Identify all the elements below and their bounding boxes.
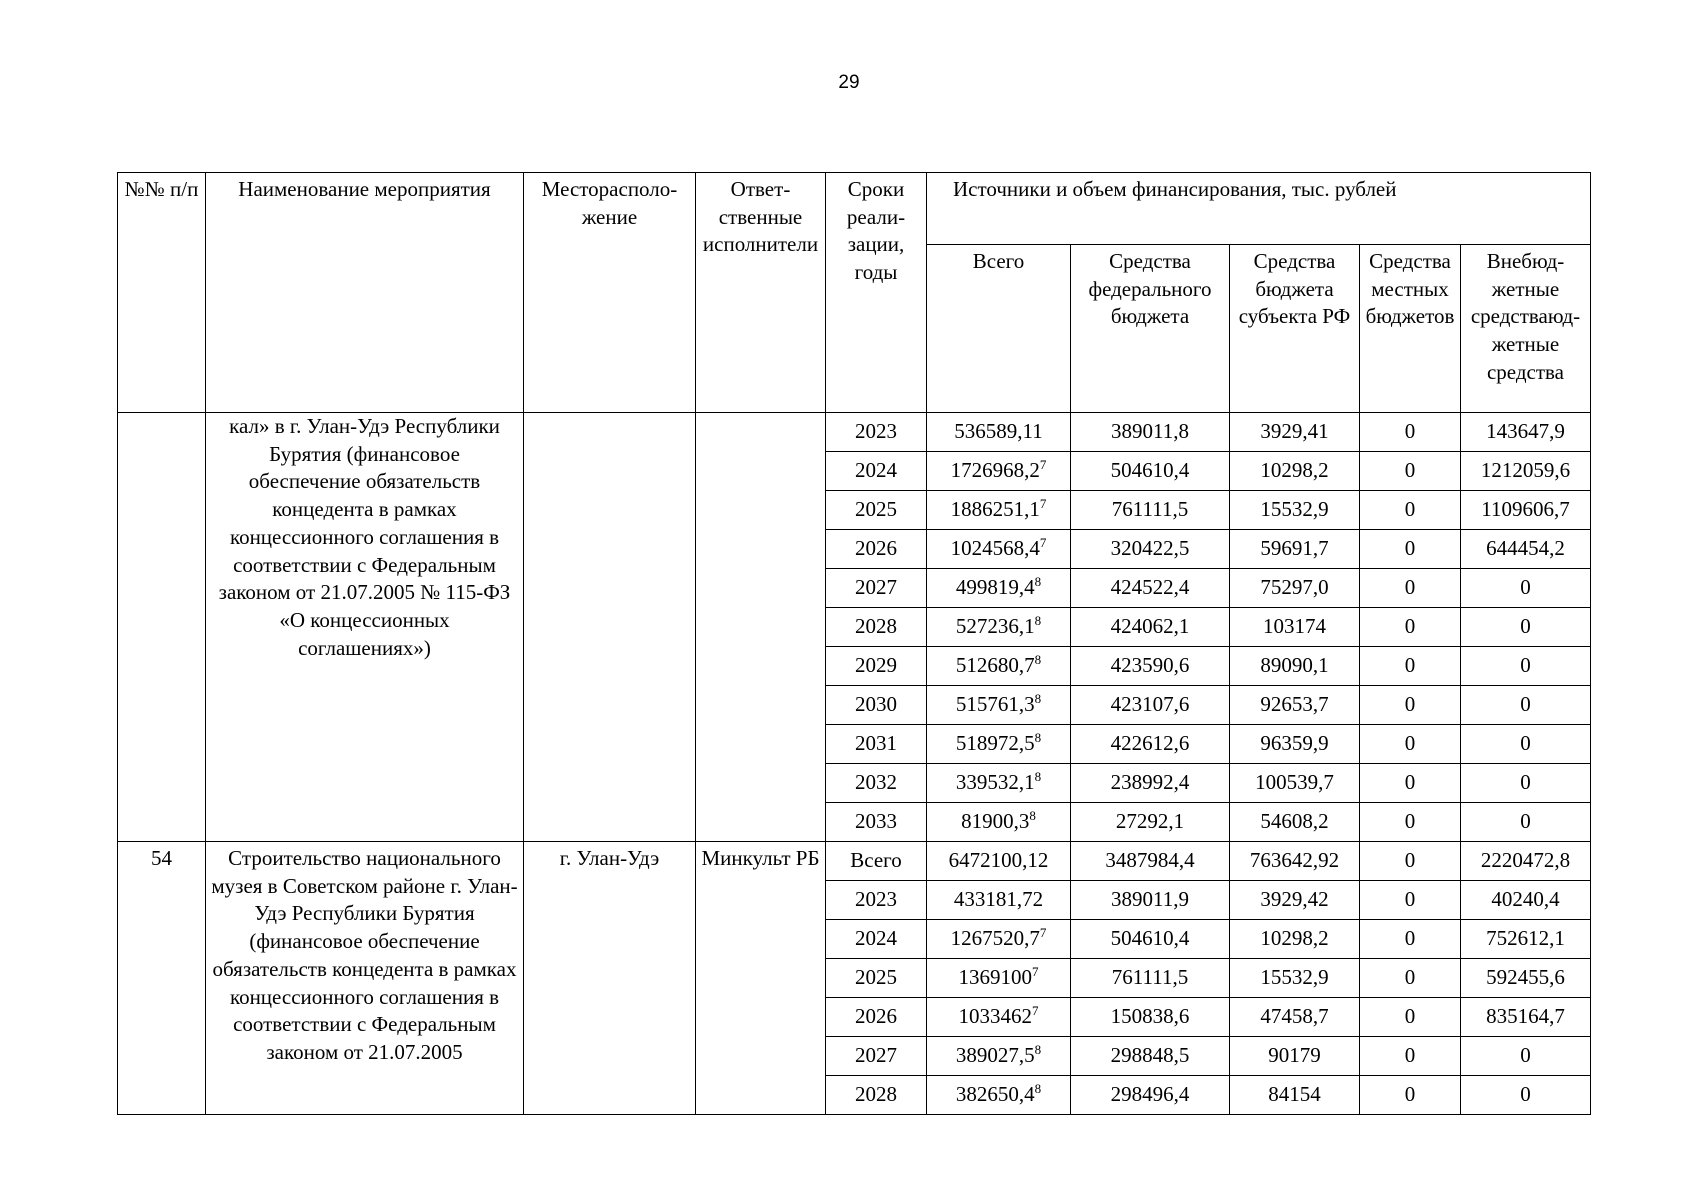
subject-cell: 100539,7: [1230, 764, 1360, 803]
activity-name-cell: [206, 842, 524, 1115]
federal-cell: 389011,8: [1071, 413, 1230, 452]
footnote-mark: 7: [1039, 535, 1047, 551]
local-cell: 0: [1360, 998, 1461, 1037]
total-value: 1886251,1: [950, 497, 1040, 522]
total-cell: [927, 686, 1071, 725]
year-cell: 2023: [826, 413, 927, 452]
extra-cell: 835164,7: [1461, 998, 1591, 1037]
federal-cell: 424062,1: [1071, 608, 1230, 647]
total-value: 527236,1: [955, 614, 1035, 639]
subject-cell: 54608,2: [1230, 803, 1360, 842]
year-cell: 2024: [826, 920, 927, 959]
header-total: Всего: [927, 245, 1071, 413]
header-executors: Ответственные исполнители: [696, 173, 826, 413]
federal-cell: 504610,4: [1071, 452, 1230, 491]
header-name: Наименование мероприятия: [206, 173, 524, 413]
total-value: 1267520,7: [950, 926, 1040, 951]
subject-cell: 96359,9: [1230, 725, 1360, 764]
page-number: 29: [838, 72, 860, 93]
total-cell: [927, 1076, 1071, 1115]
local-cell: 0: [1360, 413, 1461, 452]
federal-cell: 761111,5: [1071, 959, 1230, 998]
extra-cell: 644454,2: [1461, 530, 1591, 569]
federal-cell: 238992,4: [1071, 764, 1230, 803]
total-cell: [927, 764, 1071, 803]
extra-cell: 0: [1461, 608, 1591, 647]
local-cell: 0: [1360, 842, 1461, 881]
location-cell: г. Улан-Удэ: [524, 842, 696, 1115]
footnote-mark: 7: [1039, 496, 1047, 512]
total-cell: [927, 725, 1071, 764]
total-cell: [927, 842, 1071, 881]
year-cell: 2023: [826, 881, 927, 920]
total-value: 518972,5: [955, 731, 1035, 756]
subject-cell: 59691,7: [1230, 530, 1360, 569]
subject-cell: 15532,9: [1230, 959, 1360, 998]
year-cell: 2025: [826, 491, 927, 530]
subject-cell: 10298,2: [1230, 920, 1360, 959]
federal-cell: 504610,4: [1071, 920, 1230, 959]
location-cell: [524, 413, 696, 842]
year-cell: 2029: [826, 647, 927, 686]
subject-cell: 763642,92: [1230, 842, 1360, 881]
year-cell: 2028: [826, 1076, 927, 1115]
extra-cell: 0: [1461, 686, 1591, 725]
subject-cell: 84154: [1230, 1076, 1360, 1115]
total-cell: [927, 491, 1071, 530]
total-value: 512680,7: [955, 653, 1035, 678]
total-value: 6472100,12: [948, 848, 1049, 873]
total-cell: [927, 1037, 1071, 1076]
header-location: Месторасположение: [524, 173, 696, 413]
year-cell: 2032: [826, 764, 927, 803]
footnote-mark: 8: [1034, 613, 1042, 629]
total-value: 433181,72: [953, 887, 1044, 912]
header-sources: Источники и объем финансирования, тыс. рублей: [927, 173, 1591, 245]
local-cell: 0: [1360, 1076, 1461, 1115]
total-value: 81900,3: [961, 809, 1030, 834]
subject-cell: 92653,7: [1230, 686, 1360, 725]
subject-cell: 89090,1: [1230, 647, 1360, 686]
year-cell: 2031: [826, 725, 927, 764]
total-value: 339532,1: [955, 770, 1035, 795]
extra-cell: 143647,9: [1461, 413, 1591, 452]
activity-name-cell: [206, 413, 524, 842]
footnote-mark: 8: [1034, 730, 1042, 746]
footnote-mark: 8: [1034, 574, 1042, 590]
total-cell: [927, 452, 1071, 491]
total-cell: [927, 413, 1071, 452]
year-cell: 2025: [826, 959, 927, 998]
total-value: 1726968,2: [950, 458, 1040, 483]
row-no-cell: 54: [118, 842, 206, 1115]
local-cell: 0: [1360, 1037, 1461, 1076]
local-cell: 0: [1360, 452, 1461, 491]
footnote-mark: 8: [1034, 1042, 1042, 1058]
federal-cell: 298496,4: [1071, 1076, 1230, 1115]
extra-cell: 1212059,6: [1461, 452, 1591, 491]
extra-cell: 0: [1461, 725, 1591, 764]
executor-cell: [696, 413, 826, 842]
subject-cell: 15532,9: [1230, 491, 1360, 530]
header-local: Средства местных бюджетов: [1360, 245, 1461, 413]
year-cell: 2030: [826, 686, 927, 725]
extra-cell: 2220472,8: [1461, 842, 1591, 881]
header-subject: Средства бюджета субъекта РФ: [1230, 245, 1360, 413]
local-cell: 0: [1360, 920, 1461, 959]
local-cell: 0: [1360, 608, 1461, 647]
total-cell: [927, 959, 1071, 998]
federal-cell: 298848,5: [1071, 1037, 1230, 1076]
total-cell: [927, 647, 1071, 686]
extra-cell: 0: [1461, 764, 1591, 803]
local-cell: 0: [1360, 764, 1461, 803]
footnote-mark: 8: [1034, 652, 1042, 668]
extra-cell: 752612,1: [1461, 920, 1591, 959]
total-value: 515761,3: [955, 692, 1035, 717]
total-value: 499819,4: [955, 575, 1035, 600]
local-cell: 0: [1360, 647, 1461, 686]
year-cell: 2028: [826, 608, 927, 647]
total-cell: [927, 803, 1071, 842]
activity-name: Строительство национального музея в Советском районе г. Улан-Удэ Республики Бурятия (финансовое обеспечение обязательств концедента в рамках концессионного соглашения в соответствии с Федеральным законом от 21.07.2005: [211, 846, 518, 1065]
year-cell: Всего: [826, 842, 927, 881]
year-cell: 2027: [826, 569, 927, 608]
year-cell: 2033: [826, 803, 927, 842]
federal-cell: 320422,5: [1071, 530, 1230, 569]
footnote-mark: 7: [1032, 964, 1039, 980]
year-cell: 2026: [826, 998, 927, 1037]
federal-cell: 761111,5: [1071, 491, 1230, 530]
local-cell: 0: [1360, 530, 1461, 569]
extra-cell: 0: [1461, 803, 1591, 842]
extra-cell: 40240,4: [1461, 881, 1591, 920]
year-cell: 2027: [826, 1037, 927, 1076]
extra-cell: 0: [1461, 647, 1591, 686]
total-value: 382650,4: [955, 1082, 1035, 1107]
federal-cell: 3487984,4: [1071, 842, 1230, 881]
subject-cell: 75297,0: [1230, 569, 1360, 608]
row-no-cell: [118, 413, 206, 842]
total-cell: [927, 920, 1071, 959]
header-period: Сроки реализации, годы: [826, 173, 927, 413]
footnote-mark: 8: [1029, 808, 1036, 824]
subject-cell: 10298,2: [1230, 452, 1360, 491]
year-cell: 2026: [826, 530, 927, 569]
federal-cell: 423107,6: [1071, 686, 1230, 725]
federal-cell: 27292,1: [1071, 803, 1230, 842]
footnote-mark: 8: [1034, 769, 1042, 785]
extra-cell: 1109606,7: [1461, 491, 1591, 530]
federal-cell: 150838,6: [1071, 998, 1230, 1037]
subject-cell: 3929,42: [1230, 881, 1360, 920]
local-cell: 0: [1360, 725, 1461, 764]
footnote-mark: 8: [1034, 1081, 1042, 1097]
subject-cell: 3929,41: [1230, 413, 1360, 452]
total-cell: [927, 881, 1071, 920]
subject-cell: 47458,7: [1230, 998, 1360, 1037]
extra-cell: 0: [1461, 1037, 1591, 1076]
federal-cell: 423590,6: [1071, 647, 1230, 686]
year-cell: 2024: [826, 452, 927, 491]
local-cell: 0: [1360, 686, 1461, 725]
federal-cell: 424522,4: [1071, 569, 1230, 608]
header-federal: Средства федерального бюджета: [1071, 245, 1230, 413]
footnote-mark: 7: [1039, 457, 1047, 473]
subject-cell: 103174: [1230, 608, 1360, 647]
financing-table: [117, 172, 1591, 1115]
local-cell: 0: [1360, 803, 1461, 842]
total-cell: [927, 530, 1071, 569]
extra-cell: 592455,6: [1461, 959, 1591, 998]
header-extra: Внебюджетные средстваюджетные средства: [1461, 245, 1591, 413]
executor-cell: Минкульт РБ: [696, 842, 826, 1115]
total-cell: [927, 998, 1071, 1037]
table-row: [118, 413, 1591, 452]
total-cell: [927, 569, 1071, 608]
total-value: 1033462: [958, 1004, 1032, 1029]
table-row: [118, 842, 1591, 881]
extra-cell: 0: [1461, 1076, 1591, 1115]
subject-cell: 90179: [1230, 1037, 1360, 1076]
total-value: 389027,5: [955, 1043, 1035, 1068]
local-cell: 0: [1360, 491, 1461, 530]
footnote-mark: 7: [1032, 1003, 1039, 1019]
total-cell: [927, 608, 1071, 647]
block-continued: [118, 413, 1591, 842]
footnote-mark: 8: [1034, 691, 1042, 707]
local-cell: 0: [1360, 881, 1461, 920]
local-cell: 0: [1360, 569, 1461, 608]
extra-cell: 0: [1461, 569, 1591, 608]
footnote-mark: 7: [1039, 925, 1047, 941]
activity-name: кал» в г. Улан-Удэ Республики Бурятия (финансовое обеспечение обязательств концедента в рамках концессионного соглашения в соответствии с Федеральным законом от 21.07.2005 № 115-ФЗ «О концессионных соглашениях»): [218, 414, 511, 660]
local-cell: 0: [1360, 959, 1461, 998]
total-value: 1369100: [958, 965, 1032, 990]
header-no: №№ п/п: [118, 173, 206, 413]
total-value: 536589,11: [954, 419, 1043, 444]
total-value: 1024568,4: [950, 536, 1040, 561]
table-header: [118, 173, 1591, 413]
federal-cell: 422612,6: [1071, 725, 1230, 764]
block-54: [118, 842, 1591, 1115]
federal-cell: 389011,9: [1071, 881, 1230, 920]
